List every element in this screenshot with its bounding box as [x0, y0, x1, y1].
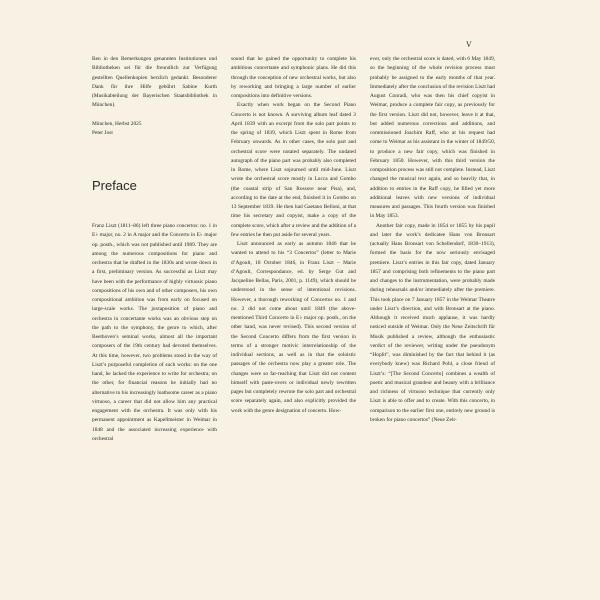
- signature-block: [92, 120, 217, 139]
- section-heading: Preface: [92, 178, 137, 193]
- paragraph: ever, only the orchestral score is dated, with 6 May 1849, so the beginning of the whole revision process must probably be assigned to the early months of that year. Immediately after the conclusion of the revision Liszt had August Conradi, who was then his chief copyist in Weimar, produce a complete fair copy, as previously for the first version. Liszt did not, however, leave it at that, but added numerous corrections and additions, and commissioned Joachim Raff, who at his request had come to Weimar as his assistant in the winter of 1849/50, to produce a new fair copy, which was finished in February 1850. However, with this third version the composition process was still not complete. Instead, Liszt changed the musical text again, and so heavily that, in addition to entries in the Raff copy, he filled yet more additional leaves with new versions of individual measures and passages. This fourth version was finished in May 1853.: [370, 56, 495, 220]
- text-column-middle: [231, 55, 356, 416]
- paragraph: sound that he gained the opportunity to complete his ambitious concertante and symphonic plans. He did this through the conception of new orchestral works, but also by reworking and bringing a large number of earlier compositions into definitive versions.: [231, 56, 356, 99]
- signature-name: Peter Jost: [92, 129, 113, 136]
- preface-paragraph: Franz Liszt (1811–86) left three piano concertos: no. 1 in E♭ major, no. 2 in A major and the Concerto in E♭ major op. posth., which was not published until 1989. They are among the numerous compositions for piano and orchestra that he drafted in the 1830s and wrote down in a first, preliminary version. As successful as Liszt may have been with the performance of highly virtuosic piano compositions of his own and of other composers, his own compositional ambition was from early on focused on large-scale works. The juxtaposition of piano and orchestra in concertante works was an obvious step on the path to the symphony, the genre to which, after Beethoven’s seminal works, almost all the important composers of the 19th century had devoted themselves. At this time, however, two problems stood in the way of Liszt’s purposeful completion of such works: on the one hand, he lacked the experience to write for orchestra; on the other, for financial reasons he initially had no alternative to his increasingly loathsome career as a piano virtuoso, a career that did not allow him any practical engagement with the orchestra. It was only with his permanent appointment as Kapellmeister in Weimar in 1848 and the associated increasing experience with orchestral: [92, 223, 217, 442]
- signature-place-date: München, Herbst 2025: [92, 120, 142, 127]
- paragraph: Exactly when work began on the Second Piano Concerto is not known. A surviving album leaf dated 3 April 1839 with an excerpt from the solo part points to the spring of 1839, which Liszt spent in Rome from February onwards. As in other cases, the solo part and orchestral score were notated separately. The undated autograph of the piano part was probably also completed in Rome, where Liszt sojourned until mid-June. Liszt wrote the orchestral score mostly in Lucca and Gombo (the coastal strip of San Rossore near Pisa), and, according to the date at the end, finished it in Gombo on 13 September 1839. He then had Gaetano Belloni, at that time his secretary and copyist, make a copy of the complete score, which after a review and the addition of a few entries he then put aside for several years.: [231, 102, 356, 238]
- page-number: V: [466, 40, 473, 49]
- text-column-left: [92, 55, 217, 444]
- acknowledgement-paragraph: Ben in den Bemerkungen genannten Institutionen und Bibliotheken sei für die freundlich zur Verfügung gestellten Quellenkopien herzlich gedankt. Besonderer Dank für ihre Hilfe gebührt Sabine Kurth (Musikabteilung der Bayerischen Staatsbibliothek in München).: [92, 56, 217, 109]
- paragraph: Liszt announced as early as autumn 1846 that he wanted to attend to his “3 Concertos” (letter to Marie d’Agoult, 18 October 1846, in Franz Liszt – Marie d’Agoult, Correspondance, ed. by Serge Gut and Jacqueline Bellas, Paris, 2001, p. 1149), which should be understood in the sense of intentional revisions. However, a thorough reworking of Concertos no. 1 and no. 2 did not come about until 1849 (the above-mentioned Third Concerto in E♭ major op. posth., on the other hand, was never revised). This second version of the Second Concerto differs from the first version in terms of a stronger motivic interrelationship of the individual sections, as well as in that the soloistic passages of the orchestra now play a greater role. The changes were so far-reaching that Liszt did not content himself with paste-overs or individual newly rewritten pages but completely rewrote the solo part and orchestral score separately again, and also explicitly provided the work with the genre designation of concerto. How-: [231, 241, 356, 414]
- text-column-right: [370, 55, 495, 425]
- paragraph: Another fair copy, made in 1854 or 1855 by his pupil and later the work’s dedicatee Hans von Bronsart (actually Hans Bronsart von Schellendorf, 1830–1913), formed the basis for the now seriously envisaged premiere. Liszt’s entries in this fair copy, dated January 1857 and comprising both refinements to the piano part and changes to the instrumentation, were probably made during rehearsals and/or immediately after the premiere. This took place on 7 January 1857 in the Weimar Theatre under Liszt’s direction, and with Bronsart at the piano. Although it received much applause, it was hardly noticed outside of Weimar. Only the Neue Zeitschrift für Musik published a review, although the enthusiastic verdict of the reviewer, writing under the pseudonym “Hoplit”, was diminished by the fact that behind it (as everybody knew) was Richard Pohl, a close friend of Liszt’s: “[The Second Concerto] combines a wealth of poetic and musical grandeur and beauty with a brilliance and richness of virtuoso technique that currently only Liszt is able to offer and to create. With this concerto, in comparison to the earlier first one, entirely new ground is broken for piano concertos” (Neue Zeit-: [370, 222, 495, 423]
